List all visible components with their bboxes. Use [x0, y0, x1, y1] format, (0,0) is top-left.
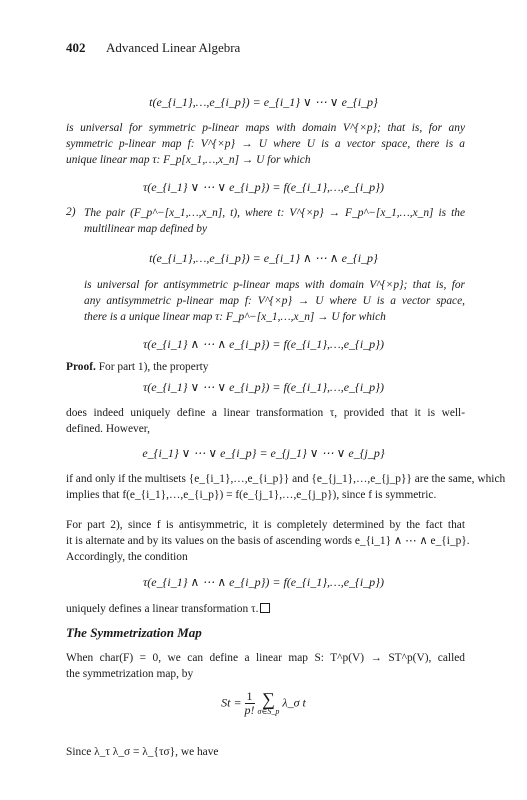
paragraph-4-line-1: if and only if the multisets {e_{i_1},…,e_{i_p}} and {e_{j_1},…,e_{j_p}} are the same, which [66, 473, 506, 485]
equation-8-lhs: St = [221, 695, 242, 710]
paragraph-2-line-3: there is a unique linear map τ: F_p^−[x_1,…,x_n] → U for which [84, 311, 386, 323]
paragraph-7-line-2 [66, 667, 465, 681]
equation-8-rhs: λ_σ t [282, 695, 306, 710]
paragraph-1-line-1: is universal for symmetric p-linear maps with domain V^{×p}; that is, for any [66, 122, 465, 134]
running-title: Advanced Linear Algebra [106, 40, 241, 55]
section-title: The Symmetrization Map [66, 625, 202, 640]
page-number: 402 [66, 40, 86, 55]
equation-8-sum [257, 688, 280, 717]
paragraph-6-text: uniquely defines a linear transformation τ. [66, 603, 259, 615]
paragraph-2-line-2: any antisymmetric p-linear map f: V^{×p} → U where U is a vector space, [84, 295, 465, 307]
paragraph-3-line-2: defined. However, [66, 423, 150, 435]
paragraph-5-line-1: For part 2), since f is antisymmetric, it is completely determined by the fact that [66, 519, 465, 531]
paragraph-6 [66, 602, 465, 616]
paragraph-3-line-1: does indeed uniquely define a linear transformation τ, provided that it is well- [66, 407, 465, 419]
equation-8-numerator: 1 [246, 689, 253, 703]
proof-label: Proof. [66, 361, 96, 373]
sum-sigma-icon: ∑ [262, 688, 275, 709]
equation-8-fraction [245, 690, 255, 717]
equation-3: t(e_{i_1},…,e_{i_p}) = e_{i_1} ∧ ⋯ ∧ e_{i_p} [149, 251, 378, 265]
item-2-line-1: The pair (F_p^−[x_1,…,x_n], t), where t: V^{×p} → F_p^−[x_1,…,x_n] is the [84, 207, 465, 219]
paragraph-4-line-2: implies that f(e_{i_1},…,e_{i_p}) = f(e_{j_1},…,e_{j_p}), since f is symmetric. [66, 489, 437, 501]
paragraph-1-line-2: symmetric p-linear map f: V^{×p} → U where U is a vector space, there is a [66, 138, 465, 150]
equation-8 [0, 690, 527, 717]
paragraph-7-line-2-text: the symmetrization map, by [66, 668, 194, 680]
equation-8-denominator: p! [244, 703, 255, 717]
paragraph-8: Since λ_τ λ_σ = λ_{τσ}, we have [66, 746, 219, 758]
item-2-number: 2) [66, 206, 76, 218]
page-header [66, 40, 240, 56]
equation-6: e_{i_1} ∨ ⋯ ∨ e_{i_p} = e_{j_1} ∨ ⋯ ∨ e_{j_p} [142, 446, 385, 460]
equation-5: τ(e_{i_1} ∨ ⋯ ∨ e_{i_p}) = f(e_{i_1},…,e_{i_p}) [143, 380, 384, 394]
equation-4: τ(e_{i_1} ∧ ⋯ ∧ e_{i_p}) = f(e_{i_1},…,e_{i_p}) [143, 337, 384, 351]
proof-line [66, 360, 465, 374]
equation-8-sum-limit: σ∈S_p [257, 706, 280, 716]
proof-intro: For part 1), the property [98, 361, 209, 373]
paragraph-7-line-1: When char(F) = 0, we can define a linear map S: T^p(V) → ST^p(V), called [66, 652, 465, 664]
paragraph-2-line-1: is universal for antisymmetric p-linear maps with domain V^{×p}; that is, for [84, 279, 465, 291]
equation-2: τ(e_{i_1} ∨ ⋯ ∨ e_{i_p}) = f(e_{i_1},…,e_{i_p}) [143, 180, 384, 194]
equation-7: τ(e_{i_1} ∧ ⋯ ∧ e_{i_p}) = f(e_{i_1},…,e_{i_p}) [143, 575, 384, 589]
equation-1: t(e_{i_1},…,e_{i_p}) = e_{i_1} ∨ ⋯ ∨ e_{i_p} [149, 95, 378, 109]
item-2-line-2: multilinear map defined by [84, 223, 208, 235]
paragraph-5-line-2: it is alternate and by its values on the basis of ascending words e_{i_1} ∧ ⋯ ∧ e_{i_p}. [66, 535, 470, 547]
paragraph-1-line-3: unique linear map τ: F_p[x_1,…,x_n] → U for which [66, 154, 311, 166]
qed-box-icon [260, 603, 270, 613]
paragraph-5-line-3: Accordingly, the condition [66, 551, 188, 563]
